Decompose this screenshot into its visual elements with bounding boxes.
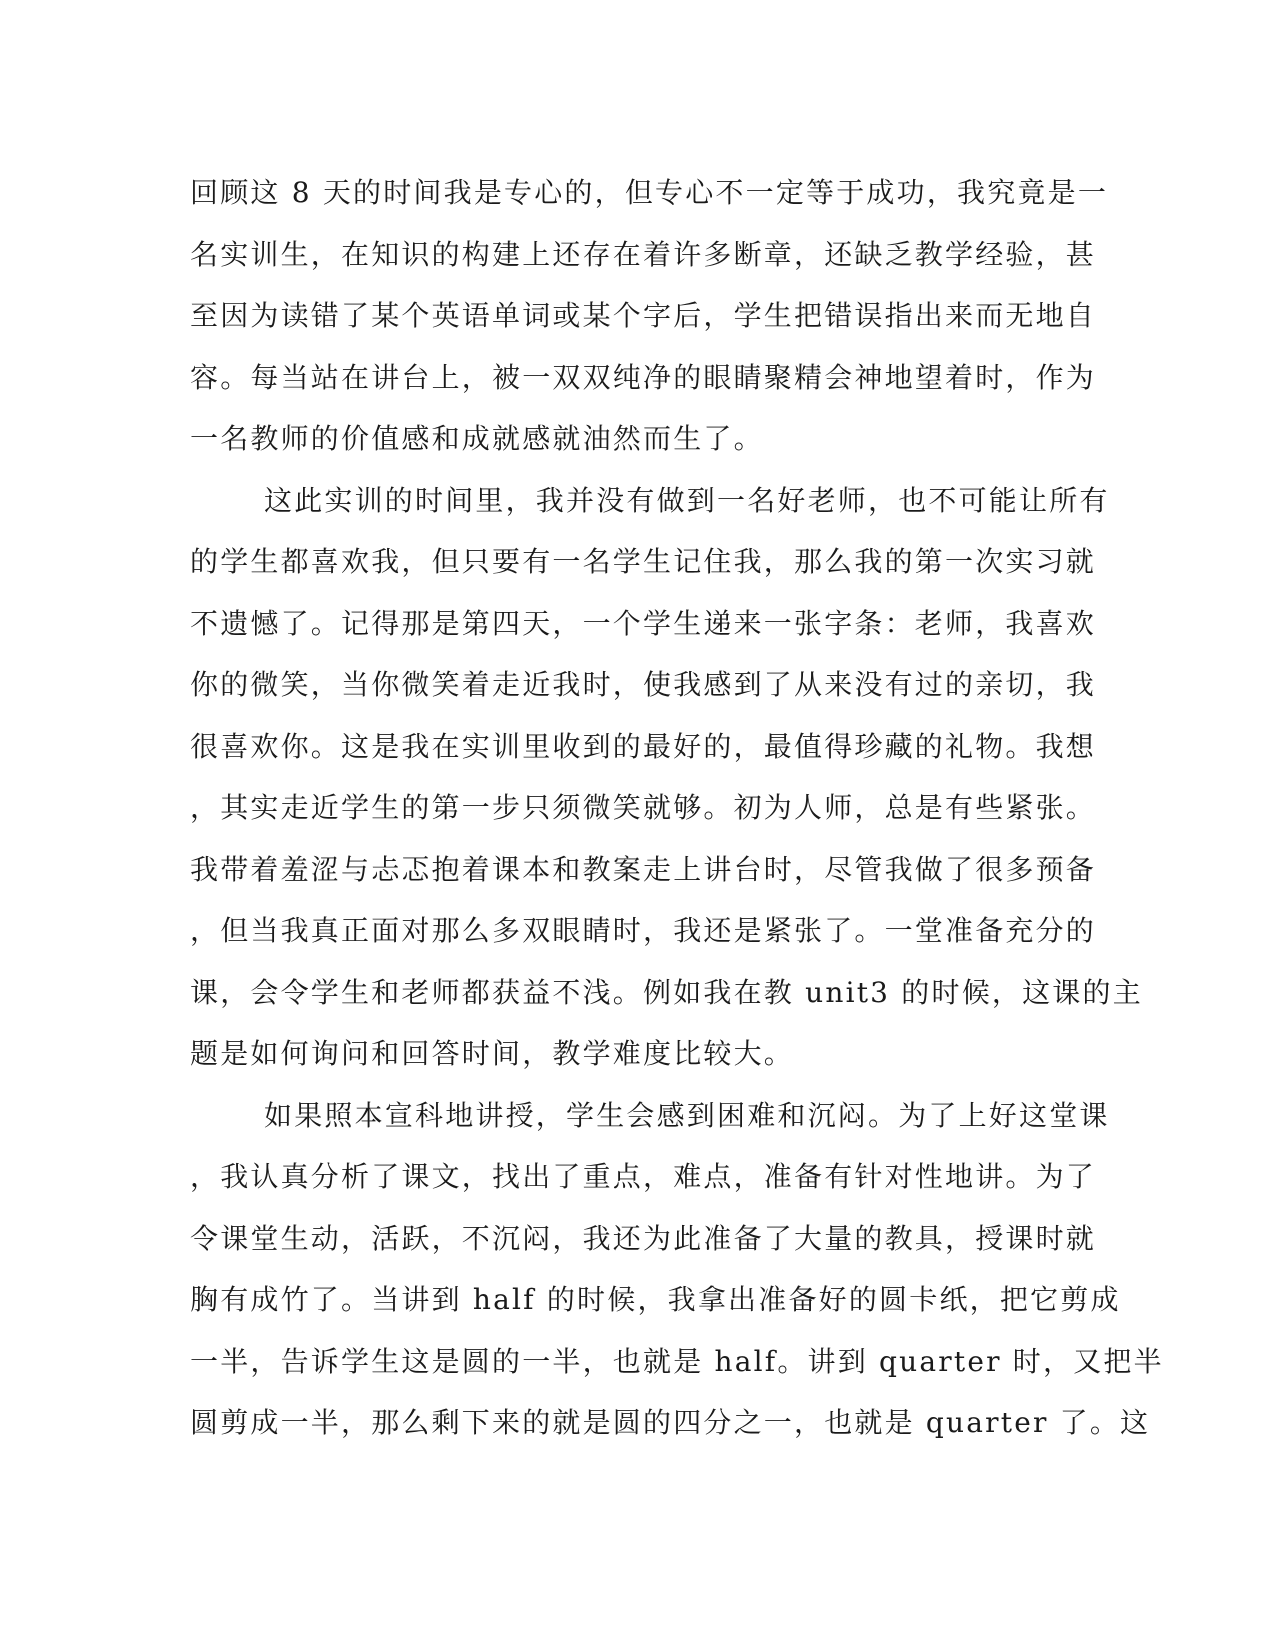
body-text — [190, 162, 1164, 1454]
text-line: 的学生都喜欢我，但只要有一名学生记住我，那么我的第一次实习就 — [190, 545, 1097, 578]
text-line: 回顾这 8 天的时间我是专心的，但专心不一定等于成功，我究竟是一 — [190, 176, 1109, 209]
text-line: ，我认真分析了课文，找出了重点，难点，准备有针对性地讲。为了 — [190, 1160, 1097, 1193]
text-line: 你的微笑，当你微笑着走近我时，使我感到了从来没有过的亲切，我 — [190, 668, 1097, 701]
text-line: 很喜欢你。这是我在实训里收到的最好的，最值得珍藏的礼物。我想 — [190, 729, 1097, 763]
text-line: 令课堂生动，活跃，不沉闷，我还为此准备了大量的教具，授课时就 — [190, 1221, 1097, 1255]
text-line: 题是如何询问和回答时间，教学难度比较大。 — [190, 1037, 795, 1070]
text-line: 一半，告诉学生这是圆的一半，也就是 half。讲到 quarter 时，又把半 — [190, 1344, 1164, 1378]
text-line: 至因为读错了某个英语单词或某个字后，学生把错误指出来而无地自 — [190, 299, 1097, 332]
text-line: 一名教师的价值感和成就感就油然而生了。 — [190, 422, 764, 455]
text-line: 课，会令学生和老师都获益不浅。例如我在教 unit3 的时候，这课的主 — [190, 975, 1143, 1009]
text-line: 圆剪成一半，那么剩下来的就是圆的四分之一，也就是 quarter 了。这 — [190, 1406, 1151, 1439]
text-line: 名实训生，在知识的构建上还存在着许多断章，还缺乏教学经验，甚 — [190, 237, 1097, 271]
text-line: 容。每当站在讲台上，被一双双纯净的眼睛聚精会神地望着时，作为 — [190, 360, 1097, 394]
text-line: 胸有成竹了。当讲到 half 的时候，我拿出准备好的圆卡纸，把它剪成 — [190, 1283, 1121, 1316]
paragraph-first-line: 如果照本宣科地讲授，学生会感到困难和沉闷。为了上好这堂课 — [264, 1098, 1110, 1132]
text-line: 我带着羞涩与忐忑抱着课本和教案走上讲台时，尽管我做了很多预备 — [190, 852, 1097, 886]
text-line: 不遗憾了。记得那是第四天，一个学生递来一张字条：老师，我喜欢 — [190, 606, 1097, 640]
paragraph-first-line: 这此实训的时间里，我并没有做到一名好老师，也不可能让所有 — [264, 483, 1110, 517]
text-line: ，但当我真正面对那么多双眼睛时，我还是紧张了。一堂准备充分的 — [190, 914, 1097, 947]
text-line: ，其实走近学生的第一步只须微笑就够。初为人师，总是有些紧张。 — [190, 791, 1097, 824]
